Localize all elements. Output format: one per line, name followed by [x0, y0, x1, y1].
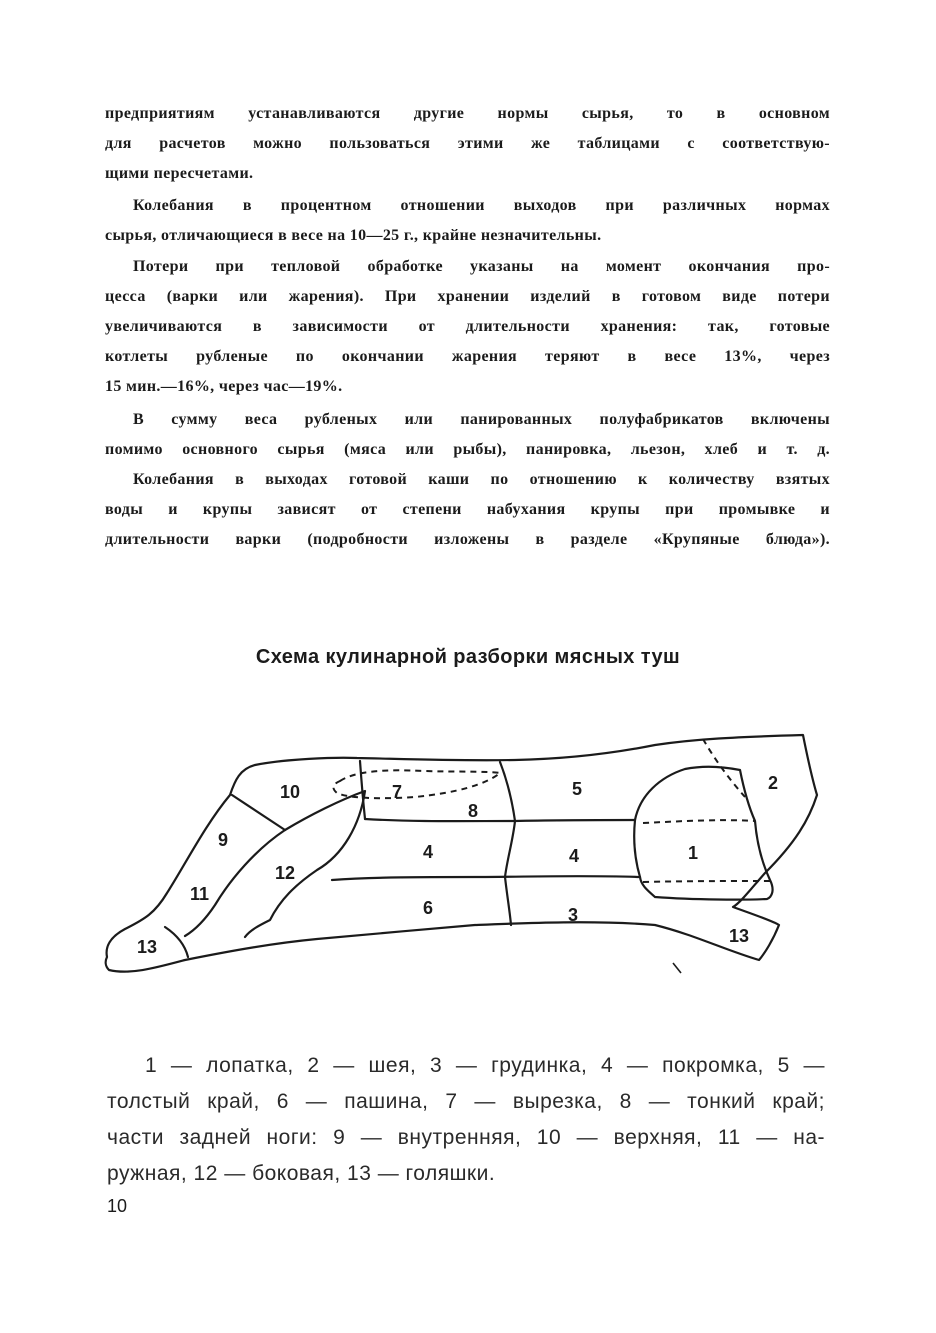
paragraph-3 — [105, 252, 830, 402]
text-line: увеличиваются в зависимости от длительности хранения: так, готовые — [105, 318, 830, 335]
text-line: Колебания в процентном отношении выходов при различных нормах — [133, 197, 830, 214]
label-4-left: 4 — [423, 842, 434, 862]
text-line: длительности варки (подробности изложены в разделе «Крупяные блюда»). — [105, 531, 830, 548]
cut-line-vertical-2 — [500, 762, 515, 925]
label-5: 5 — [572, 779, 583, 799]
label-7: 7 — [392, 782, 403, 802]
legend-line: ружная, 12 — боковая, 13 — голяшки. — [107, 1162, 496, 1185]
label-4-right: 4 — [569, 846, 580, 866]
label-8: 8 — [468, 801, 479, 821]
text-line: Колебания в выходах готовой каши по отношению к количеству взятых — [133, 471, 830, 488]
label-9: 9 — [218, 830, 229, 850]
label-1: 1 — [688, 843, 699, 863]
paragraph-2 — [105, 191, 830, 251]
label-2: 2 — [768, 773, 779, 793]
paragraph-4 — [105, 405, 830, 465]
shoulder-dashed-line-2 — [643, 881, 770, 882]
label-13-right: 13 — [729, 926, 750, 946]
text-line: щими пересчетами. — [105, 165, 254, 182]
text-line: 15 мин.—16%, через час—19%. — [105, 378, 343, 395]
legend-line: 1 — лопатка, 2 — шея, 3 — грудинка, 4 — покромка, 5 — — [145, 1054, 825, 1077]
text-line: котлеты рубленые по окончании жарения теряют в весе 13%, через — [105, 348, 830, 365]
text-line: сырья, отличающиеся в весе на 10—25 г., крайне незначительны. — [105, 227, 602, 244]
label-3: 3 — [568, 905, 579, 925]
cut-line-lower — [332, 876, 640, 880]
label-12: 12 — [275, 863, 296, 883]
carcass-diagram-svg — [95, 725, 835, 995]
leg-part-12-outline — [245, 791, 365, 937]
text-line: Потери при тепловой обработке указаны на момент окончания про- — [133, 258, 830, 275]
leg-separator-10 — [232, 795, 285, 830]
text-line: воды и крупы зависят от степени набухания крупы при промывке и — [105, 501, 830, 518]
label-11: 11 — [190, 884, 210, 904]
text-line: цесса (варки или жарения). При хранении изделий в готовом виде потери — [105, 288, 830, 305]
legend-line: части задней ноги: 9 — внутренняя, 10 — верхняя, 11 — на- — [107, 1126, 825, 1149]
text-line: помимо основного сырья (мяса или рыбы), панировка, льезон, хлеб и т. д. — [105, 441, 830, 458]
text-line: предприятиям устанавливаются другие нормы сырья, то в основном — [105, 105, 830, 122]
paragraph-5 — [105, 465, 830, 555]
legend-line: толстый край, 6 — пашина, 7 — вырезка, 8 — тонкий край; — [107, 1090, 825, 1113]
carcass-diagram — [95, 725, 835, 995]
text-line: для расчетов можно пользоваться этими же таблицами с соответствую- — [105, 135, 830, 152]
diagram-legend — [107, 1048, 825, 1192]
leg-separator-13 — [165, 927, 188, 957]
shoulder-outline — [634, 767, 772, 900]
paragraph-1 — [105, 99, 830, 189]
cut-line-upper — [365, 819, 635, 821]
shoulder-dashed-line-1 — [643, 820, 755, 823]
carcass-outline — [106, 735, 817, 972]
text-line: В сумму веса рубленых или панированных полуфабрикатов включены — [133, 411, 830, 428]
label-13-left: 13 — [137, 937, 158, 957]
stray-mark — [673, 963, 681, 973]
label-6: 6 — [423, 898, 434, 918]
diagram-heading: Схема кулинарной разборки мясных туш — [255, 646, 681, 668]
page-number: 10 — [107, 1196, 128, 1216]
label-10: 10 — [280, 782, 301, 802]
